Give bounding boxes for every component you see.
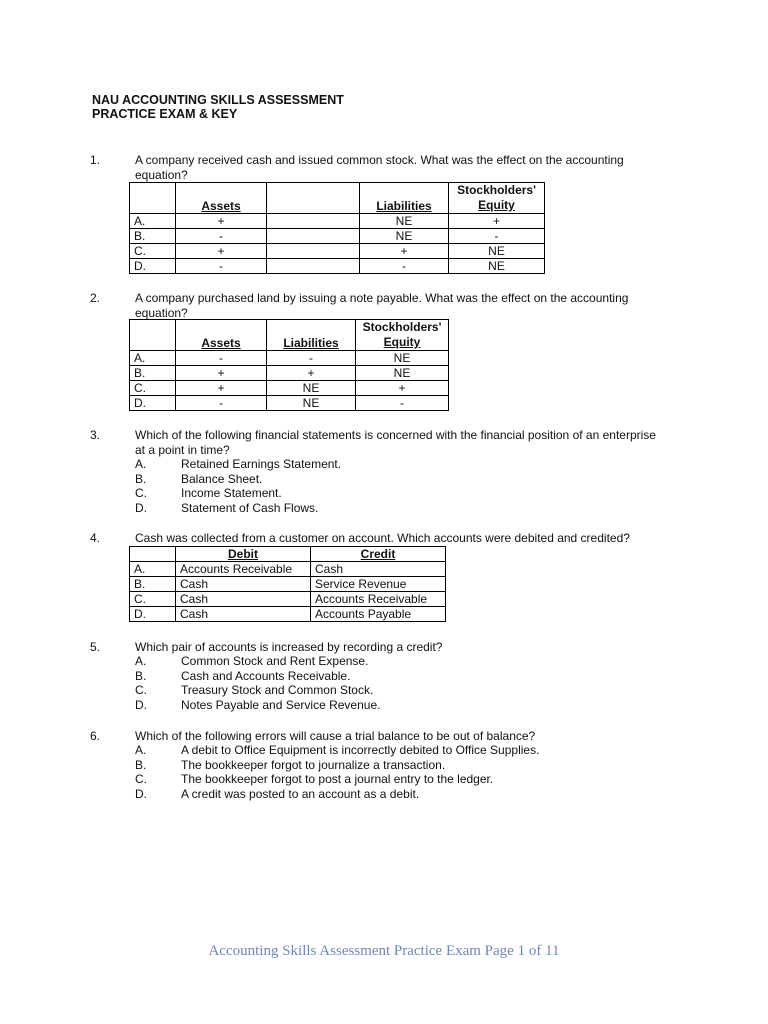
option-c: C. Income Statement.: [135, 486, 282, 501]
table-header-row: [130, 183, 545, 214]
cell-liabilities: NE: [360, 214, 449, 229]
cell-blank: [267, 229, 360, 244]
option-a: A. Common Stock and Rent Expense.: [135, 654, 369, 668]
table-row: [130, 592, 446, 607]
cell-debit: Cash: [176, 607, 311, 622]
option-letter: B.: [130, 229, 176, 244]
option-b: B. The bookkeeper forgot to journalize a transaction.: [135, 757, 446, 772]
option-letter: D.: [130, 396, 176, 411]
exam-title: NAU ACCOUNTING SKILLS ASSESSMENT: [92, 93, 344, 107]
table-row: [130, 229, 545, 244]
cell-equity: NE: [449, 244, 545, 259]
cell-blank: [267, 214, 360, 229]
cell-blank: [267, 259, 360, 274]
cell-assets: -: [176, 351, 267, 366]
table-row: [130, 366, 449, 381]
cell-assets: +: [176, 244, 267, 259]
cell-credit: Service Revenue: [311, 577, 446, 592]
header-cell: Assets: [176, 183, 267, 214]
header-cell: Liabilities: [267, 320, 356, 351]
question-number: 2.: [90, 291, 101, 305]
table-row: [130, 562, 446, 577]
page-footer: Accounting Skills Assessment Practice Exam Page 1 of 11: [208, 943, 560, 959]
table-row: [130, 244, 545, 259]
option-c: C. Treasury Stock and Common Stock.: [135, 683, 374, 698]
cell-blank: [267, 244, 360, 259]
option-letter: A.: [130, 562, 176, 577]
question-number: 1.: [90, 153, 101, 167]
question-number: 4.: [90, 531, 101, 545]
question-number: 5.: [90, 640, 101, 654]
cell-assets: +: [176, 381, 267, 396]
cell-liabilities: -: [267, 351, 356, 366]
cell-credit: Accounts Receivable: [311, 592, 446, 607]
q3-options: [135, 457, 341, 516]
option-d: D. A credit was posted to an account as a debit.: [135, 787, 420, 802]
question-text: A company purchased land by issuing a note payable. What was the effect on the accounting equation?: [135, 291, 629, 320]
option-d: D. Statement of Cash Flows.: [135, 501, 319, 516]
question-number: 6.: [90, 729, 101, 743]
option-a: A. A debit to Office Equipment is incorrectly debited to Office Supplies.: [135, 743, 540, 757]
header-cell: [130, 547, 176, 562]
cell-assets: -: [176, 229, 267, 244]
table-row: [130, 351, 449, 366]
cell-liabilities: +: [267, 366, 356, 381]
option-letter: D.: [130, 259, 176, 274]
cell-equity: +: [356, 381, 449, 396]
cell-debit: Accounts Receivable: [176, 562, 311, 577]
option-c: C. The bookkeeper forgot to post a journal entry to the ledger.: [135, 772, 494, 787]
option-letter: C.: [130, 244, 176, 259]
cell-assets: -: [176, 396, 267, 411]
q4-answer-table: [129, 546, 446, 622]
q2-answer-table: [129, 319, 449, 411]
header-cell: [267, 183, 360, 214]
option-letter: D.: [130, 607, 176, 622]
cell-assets: +: [176, 214, 267, 229]
cell-debit: Cash: [176, 592, 311, 607]
header-cell: Stockholders' Equity: [356, 320, 449, 351]
cell-liabilities: NE: [267, 396, 356, 411]
q6-options: [135, 743, 539, 802]
cell-equity: NE: [356, 366, 449, 381]
option-d: D. Notes Payable and Service Revenue.: [135, 698, 381, 713]
cell-credit: Cash: [311, 562, 446, 577]
cell-equity: NE: [356, 351, 449, 366]
option-letter: B.: [130, 366, 176, 381]
option-letter: A.: [130, 214, 176, 229]
question-number: 3.: [90, 428, 101, 442]
option-letter: C.: [130, 381, 176, 396]
header-cell: Stockholders' Equity: [449, 183, 545, 214]
cell-equity: -: [449, 229, 545, 244]
table-header-row: [130, 547, 446, 562]
option-b: B. Cash and Accounts Receivable.: [135, 668, 351, 683]
table-row: [130, 607, 446, 622]
header-cell: [130, 183, 176, 214]
table-row: [130, 396, 449, 411]
option-letter: A.: [130, 351, 176, 366]
cell-liabilities: +: [360, 244, 449, 259]
option-b: B. Balance Sheet.: [135, 471, 263, 486]
question-text: A company received cash and issued common stock. What was the effect on the accounting equation?: [135, 153, 624, 182]
cell-debit: Cash: [176, 577, 311, 592]
q1-answer-table: [129, 182, 545, 274]
question-text: Which of the following financial statements is concerned with the financial position of an enterprise at a point in time?: [135, 428, 656, 457]
table-row: [130, 381, 449, 396]
option-letter: C.: [130, 592, 176, 607]
table-header-row: [130, 320, 449, 351]
cell-equity: -: [356, 396, 449, 411]
question-text: Which pair of accounts is increased by recording a credit?: [135, 640, 443, 654]
header-cell: Assets: [176, 320, 267, 351]
table-row: [130, 577, 446, 592]
header-cell: [130, 320, 176, 351]
cell-equity: NE: [449, 259, 545, 274]
header-cell: Credit: [311, 547, 446, 562]
option-a: A. Retained Earnings Statement.: [135, 457, 342, 471]
table-row: [130, 214, 545, 229]
cell-equity: +: [449, 214, 545, 229]
cell-liabilities: NE: [360, 229, 449, 244]
option-letter: B.: [130, 577, 176, 592]
header-cell: Liabilities: [360, 183, 449, 214]
question-text: Which of the following errors will cause a trial balance to be out of balance?: [135, 729, 536, 743]
q5-options: [135, 654, 380, 713]
table-row: [130, 259, 545, 274]
cell-credit: Accounts Payable: [311, 607, 446, 622]
cell-liabilities: NE: [267, 381, 356, 396]
header-cell: Debit: [176, 547, 311, 562]
cell-assets: -: [176, 259, 267, 274]
question-text: Cash was collected from a customer on account. Which accounts were debited and credited?: [135, 531, 630, 545]
cell-assets: +: [176, 366, 267, 381]
exam-subtitle: PRACTICE EXAM & KEY: [92, 107, 238, 121]
cell-liabilities: -: [360, 259, 449, 274]
